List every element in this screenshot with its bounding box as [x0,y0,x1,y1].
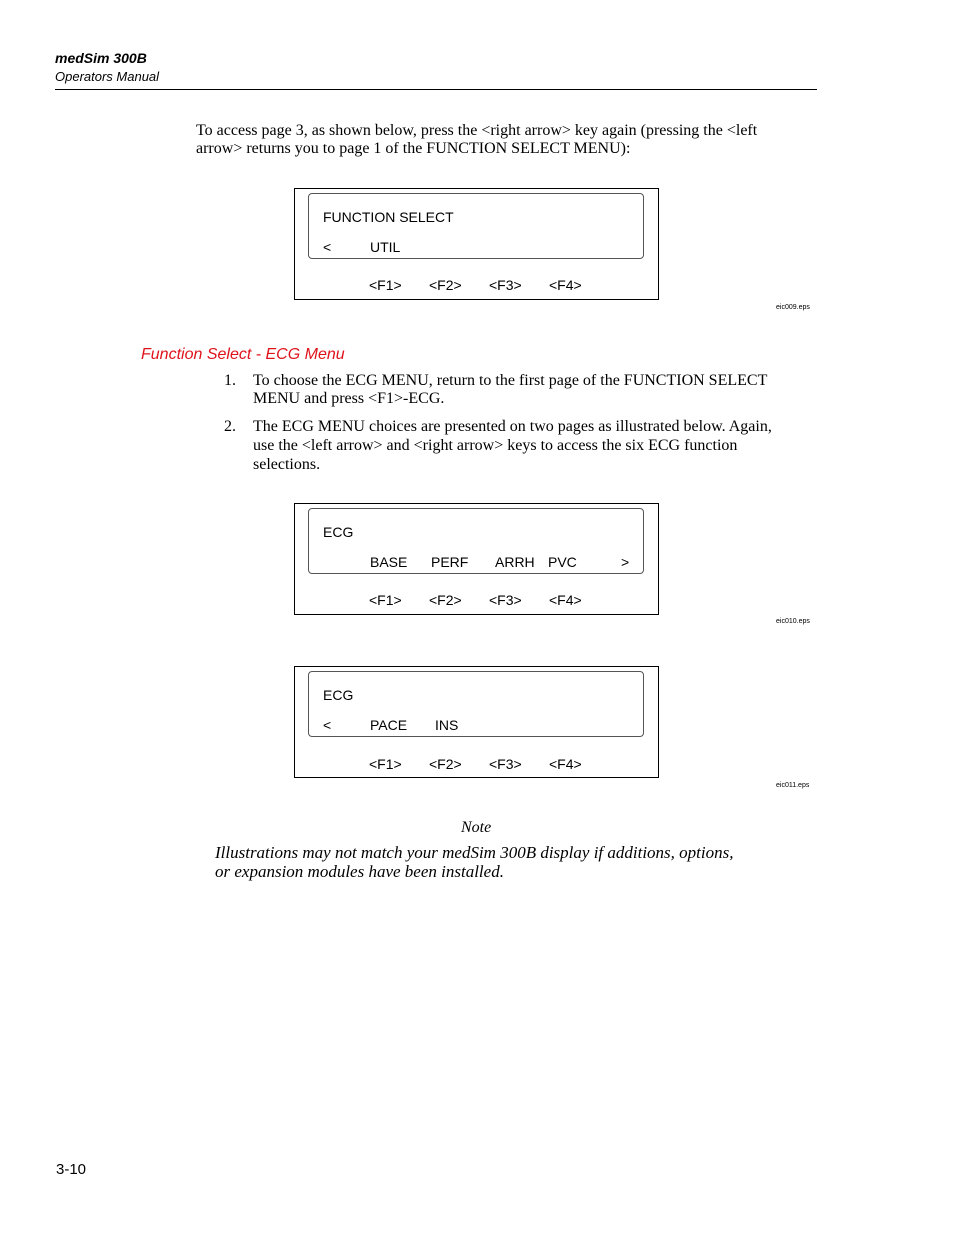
figure-caption: eic011.eps [776,782,810,789]
step-2-line-1: The ECG MENU choices are presented on two pages as illustrated below. Again, [253,418,772,435]
lcd-screen [308,508,644,574]
lcd-key-f4: <F4> [549,277,582,293]
lcd-option-util: UTIL [370,239,401,255]
lcd-figure-function-select [294,188,659,300]
lcd-option-arrh: ARRH [495,554,535,570]
manual-subtitle: Operators Manual [55,69,160,84]
lcd-key-f2: <F2> [429,592,462,608]
step-2-line-2: use the <left arrow> and <right arrow> keys to access the six ECG function [253,437,738,454]
step-1-line-1: To choose the ECG MENU, return to the first page of the FUNCTION SELECT [253,372,768,389]
note-line-2: or expansion modules have been installed. [215,862,504,881]
lcd-option-base: BASE [370,554,408,570]
lcd-option-perf: PERF [431,554,469,570]
step-1-line-2: MENU and press <F1>-ECG. [253,390,445,407]
header-divider [55,89,817,90]
step-number: 2. [224,418,236,435]
section-heading: Function Select - ECG Menu [141,346,345,363]
lcd-figure-ecg-page-2 [294,666,659,778]
lcd-key-f3: <F3> [489,756,522,772]
lcd-key-f2: <F2> [429,277,462,293]
lcd-key-f4: <F4> [549,592,582,608]
step-number: 1. [224,372,236,389]
manual-title: medSim 300B [55,50,147,66]
lcd-screen [308,671,644,737]
lcd-key-f1: <F1> [369,756,402,772]
lcd-option-pvc: PVC [548,554,577,570]
note-line-1: Illustrations may not match your medSim 300B display if additions, options, [215,843,734,862]
lcd-line-title: ECG [323,687,354,703]
lcd-key-f2: <F2> [429,756,462,772]
page-number: 3-10 [56,1161,87,1178]
lcd-right-arrow: > [621,554,630,570]
lcd-option-ins: INS [435,717,459,733]
figure-caption: eic010.eps [776,618,810,625]
lcd-figure-ecg-page-1 [294,503,659,615]
figure-caption: eic009.eps [776,304,810,311]
intro-line-2: arrow> returns you to page 1 of the FUNCTION SELECT MENU): [196,140,631,157]
lcd-option-pace: PACE [370,717,408,733]
lcd-screen [308,193,644,259]
lcd-key-f1: <F1> [369,592,402,608]
lcd-line-title: FUNCTION SELECT [323,209,454,225]
step-2-line-3: selections. [253,456,321,473]
note-title: Note [461,819,492,836]
lcd-key-f1: <F1> [369,277,402,293]
lcd-left-arrow: < [323,717,332,733]
lcd-left-arrow: < [323,239,332,255]
lcd-key-f4: <F4> [549,756,582,772]
lcd-key-f3: <F3> [489,592,522,608]
lcd-key-f3: <F3> [489,277,522,293]
lcd-line-title: ECG [323,524,354,540]
intro-line-1: To access page 3, as shown below, press the <right arrow> key again (pressing the <left [196,122,758,139]
